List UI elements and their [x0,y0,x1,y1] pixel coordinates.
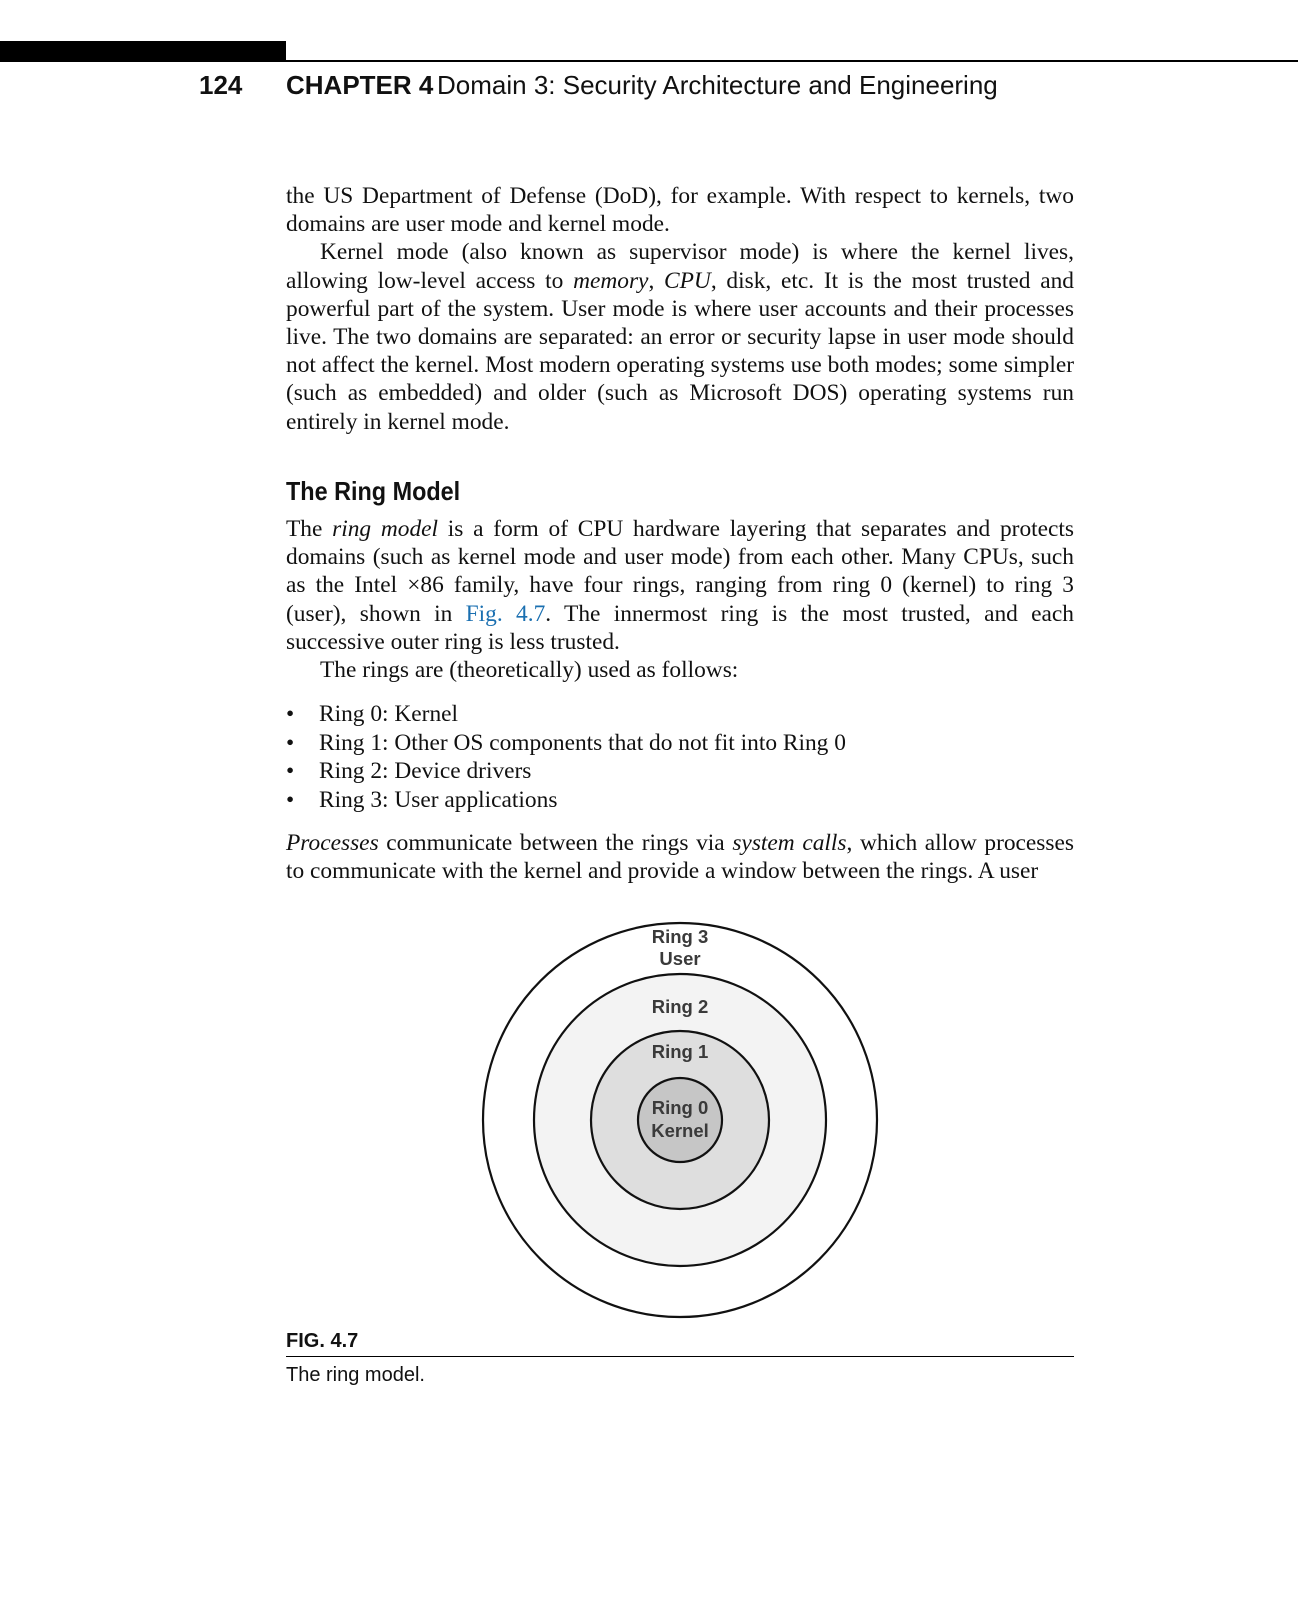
list-item [286,786,846,815]
emphasis: system calls [732,830,847,856]
ring-3-label: Ring 3 [651,926,709,947]
header-rule-thick [0,41,286,62]
figure-caption: The ring model. [286,1364,425,1386]
text-run: . The innermost ring is the most trusted, and each successive outer ring is less trusted. [286,600,1075,655]
paragraph: The rings are (theoretically) used as follows: [320,657,739,684]
paragraph-system-calls [286,829,1074,885]
figure-link[interactable]: Fig. 4.7 [465,600,546,627]
text-run: communicate between the rings via [378,830,733,856]
list-item [286,729,846,758]
ring-model-diagram [480,920,880,1320]
section-heading: The Ring Model [286,476,461,506]
text-run: , which allow processes to communicate with the kernel and provide a window between the rings. A user [286,830,1075,885]
emphasis: ring model [332,516,439,542]
chapter-label: CHAPTER 4 [286,70,434,100]
list-item-text: Ring 1: Other OS components that do not fit into Ring 0 [319,729,846,756]
system-calls-text-block [286,829,1074,885]
text-run: The [286,516,333,542]
chapter-title: Domain 3: Security Architecture and Engineering [437,70,998,100]
emphasis: Processes [286,830,379,856]
intro-text-block [286,182,1074,436]
bullet-icon: • [286,758,295,784]
running-head [199,68,998,102]
paragraph: the US Department of Defense (DoD), for example. With respect to kernels, two domains are user mode and kernel mode. [286,183,1074,238]
list-item [286,700,846,729]
header-rule-thin [286,60,1298,62]
bullet-icon: • [286,729,295,756]
paragraph-kernel-mode [286,238,1074,435]
list-item [286,757,846,786]
bullet-icon: • [286,701,295,727]
ring-2-label: Ring 2 [651,996,709,1017]
list-item-text: Ring 0: Kernel [319,701,459,727]
list-item-text: Ring 3: User applications [319,786,558,813]
ring-0-sublabel: Kernel [651,1120,709,1141]
text-run: is a form of CPU hardware layering that separates and protects domains (such as kernel mode and user mode) from each other. Many CPUs, such as the Intel ×86 family, have four rings, ranging from ring 0 (kernel) to ring 3 (user), shown in [286,516,1075,627]
text-run: Kernel mode (also known as supervisor mode) is where the kernel lives, allowing low-level access to [286,239,1074,294]
ring-list [286,700,846,814]
emphasis: CPU [664,267,711,294]
ring-3-sublabel: User [659,948,701,969]
paragraph-ring-model [286,515,1074,656]
figure-label: FIG. 4.7 [286,1330,359,1352]
list-item-text: Ring 2: Device drivers [319,758,532,784]
text-run: , [648,267,665,294]
bullet-icon: • [286,786,295,813]
text-run: , disk, etc. It is the most trusted and powerful part of the system. User mode is where user accounts and their processes live. The two domains are separated: an error or security lapse in user mode should not affect the kernel. Most modern operating systems use both modes; some simpler (such as embedded) and older (such as Microsoft DOS) operating systems run entirely in kernel mode. [286,267,1074,435]
ring-0-label: Ring 0 [651,1097,709,1118]
page-number: 124 [199,70,243,100]
emphasis: memory [573,267,649,294]
ring-1-label: Ring 1 [651,1041,709,1062]
figure-caption-rule [286,1356,1074,1357]
ring-model-text-block [286,515,1074,684]
